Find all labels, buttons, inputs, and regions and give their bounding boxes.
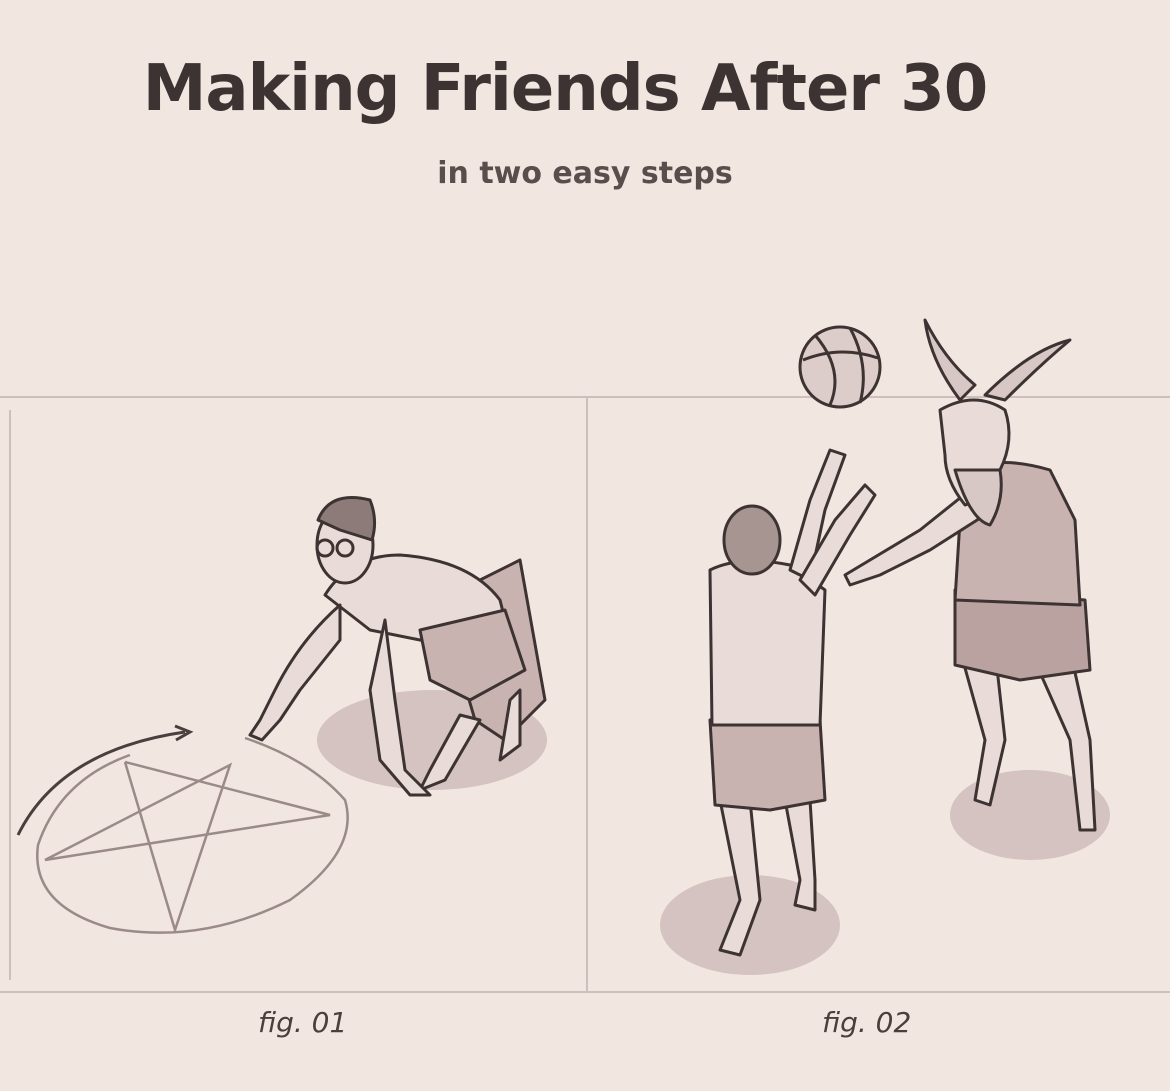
pentagram-icon [37, 738, 347, 933]
page-subtitle: in two easy steps [437, 156, 733, 191]
panel-2-illustration [660, 320, 1110, 975]
panel-1-illustration [18, 498, 547, 933]
panel-caption-1: fig. 01 [258, 1006, 348, 1039]
panel-caption-2: fig. 02 [822, 1006, 912, 1039]
basketball-icon [800, 327, 880, 407]
motion-arrow-icon [18, 732, 185, 835]
page-title: Making Friends After 30 [142, 52, 988, 126]
